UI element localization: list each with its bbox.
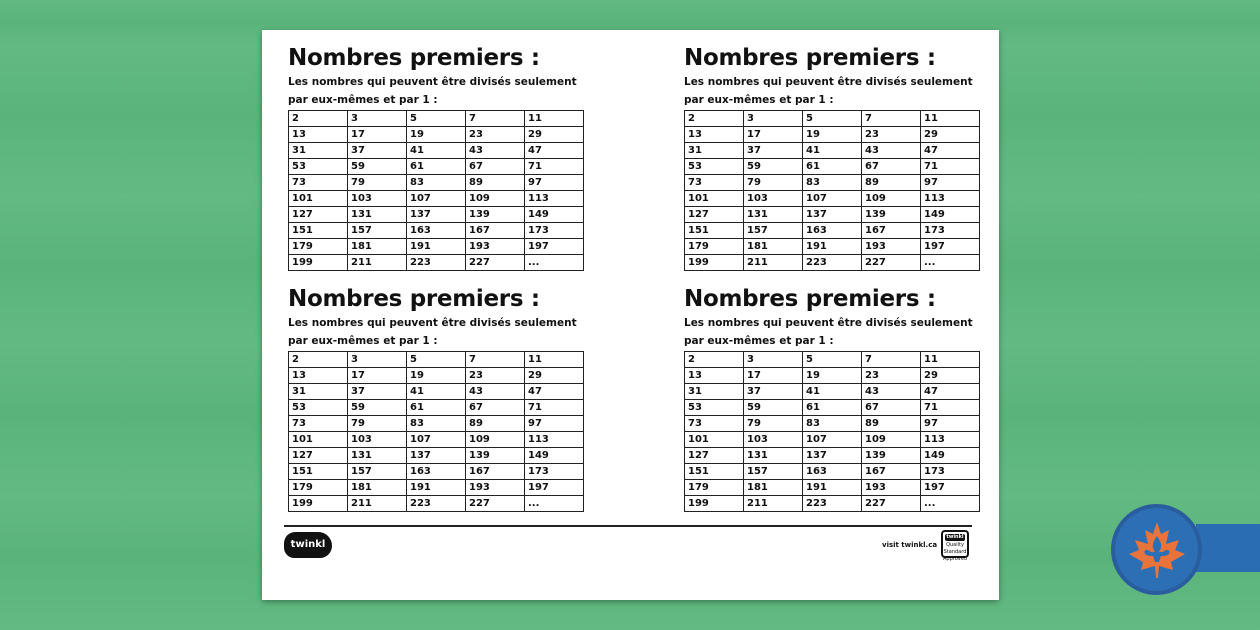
prime-cell: 199	[289, 496, 348, 512]
prime-cell: 5	[407, 111, 466, 127]
prime-cell: 73	[289, 175, 348, 191]
table-row	[289, 223, 584, 239]
prime-cell: 3	[348, 111, 407, 127]
prime-cell: 101	[289, 191, 348, 207]
table-row	[289, 127, 584, 143]
footer-divider	[284, 525, 972, 527]
table-row	[289, 400, 584, 416]
prime-cell: 47	[525, 143, 584, 159]
prime-cell: 197	[525, 239, 584, 255]
prime-cell: 179	[685, 239, 744, 255]
prime-cell: 73	[685, 416, 744, 432]
prime-cell: 13	[685, 368, 744, 384]
prime-cell: 127	[685, 448, 744, 464]
prime-cell: 109	[466, 191, 525, 207]
table-row	[685, 384, 980, 400]
prime-cell: 73	[289, 416, 348, 432]
prime-cell: 181	[744, 239, 803, 255]
prime-cell: 157	[744, 223, 803, 239]
prime-cell: 29	[921, 127, 980, 143]
prime-cell: 163	[407, 464, 466, 480]
prime-cell: 103	[744, 432, 803, 448]
prime-cell: 151	[685, 464, 744, 480]
visit-link-text: visit twinkl.ca	[882, 541, 938, 549]
prime-cell: 107	[407, 432, 466, 448]
prime-cell: 71	[525, 159, 584, 175]
prime-cell: 61	[803, 400, 862, 416]
prime-cell: 23	[862, 368, 921, 384]
prime-cell: 31	[289, 384, 348, 400]
prime-cell: 179	[289, 239, 348, 255]
prime-cell: 173	[525, 464, 584, 480]
prime-cell: 59	[744, 159, 803, 175]
prime-cell: 31	[289, 143, 348, 159]
prime-cell: 17	[744, 127, 803, 143]
prime-cell: 131	[744, 448, 803, 464]
prime-cell: 103	[348, 191, 407, 207]
prime-cell: 157	[348, 223, 407, 239]
table-row	[289, 352, 584, 368]
prime-cell: 149	[525, 207, 584, 223]
prime-cell: 181	[348, 239, 407, 255]
prime-cell: 193	[466, 480, 525, 496]
prime-cell: 139	[466, 207, 525, 223]
prime-cell: 2	[685, 111, 744, 127]
prime-cell: 67	[466, 159, 525, 175]
prime-cell: 191	[803, 239, 862, 255]
prime-cell: 47	[525, 384, 584, 400]
table-row	[289, 448, 584, 464]
prime-cell: 163	[803, 464, 862, 480]
worksheet-description: Les nombres qui peuvent être divisés seulement par eux-mêmes et par 1 :	[288, 76, 577, 106]
prime-cell: 127	[685, 207, 744, 223]
prime-cell: 109	[862, 432, 921, 448]
prime-cell: ...	[921, 496, 980, 512]
prime-cell: 3	[348, 352, 407, 368]
prime-cell: 223	[803, 496, 862, 512]
quality-badge-icon	[941, 530, 969, 562]
prime-cell: 131	[348, 207, 407, 223]
prime-cell: 107	[407, 191, 466, 207]
prime-cell: 31	[685, 143, 744, 159]
prime-cell: ...	[525, 255, 584, 271]
table-row	[289, 191, 584, 207]
prime-cell: 59	[744, 400, 803, 416]
prime-cell: 113	[921, 191, 980, 207]
prime-cell: 2	[289, 111, 348, 127]
worksheet-description: Les nombres qui peuvent être divisés seulement par eux-mêmes et par 1 :	[288, 317, 577, 347]
prime-cell: 163	[803, 223, 862, 239]
prime-cell: 151	[289, 464, 348, 480]
prime-cell: 83	[407, 175, 466, 191]
prime-cell: 7	[466, 111, 525, 127]
prime-cell: 23	[466, 368, 525, 384]
badge-text: Quality Standard Approved	[943, 542, 967, 562]
prime-cell: 79	[744, 175, 803, 191]
prime-cell: 5	[803, 111, 862, 127]
prime-cell: 227	[862, 255, 921, 271]
prime-cell: 173	[525, 223, 584, 239]
prime-cell: 101	[685, 191, 744, 207]
table-row	[289, 368, 584, 384]
prime-cell: 127	[289, 207, 348, 223]
table-row	[685, 400, 980, 416]
table-row	[685, 175, 980, 191]
prime-cell: 89	[862, 416, 921, 432]
prime-cell: 11	[525, 111, 584, 127]
prime-cell: 199	[685, 255, 744, 271]
prime-cell: 47	[921, 143, 980, 159]
prime-cell: 137	[407, 207, 466, 223]
prime-cell: 193	[862, 239, 921, 255]
table-row	[685, 464, 980, 480]
prime-cell: 113	[525, 191, 584, 207]
prime-cell: 149	[921, 448, 980, 464]
prime-cell: 97	[525, 175, 584, 191]
prime-cell: 149	[525, 448, 584, 464]
prime-cell: 167	[466, 464, 525, 480]
emblem-tab	[1196, 524, 1260, 572]
table-row	[685, 143, 980, 159]
worksheet-bottom-right	[684, 284, 984, 512]
prime-cell: 173	[921, 223, 980, 239]
prime-cell: 71	[921, 159, 980, 175]
prime-cell: 79	[348, 175, 407, 191]
prime-cell: 151	[685, 223, 744, 239]
table-row	[289, 207, 584, 223]
prime-cell: 191	[803, 480, 862, 496]
table-row	[685, 223, 980, 239]
table-row	[685, 352, 980, 368]
prime-cell: 7	[466, 352, 525, 368]
primes-table	[288, 110, 584, 271]
table-row	[685, 127, 980, 143]
prime-cell: 53	[289, 400, 348, 416]
prime-cell: 103	[744, 191, 803, 207]
prime-cell: 137	[803, 207, 862, 223]
worksheet-title: Nombres premiers :	[684, 286, 936, 312]
prime-cell: 151	[289, 223, 348, 239]
worksheet-bottom-left	[288, 284, 588, 512]
prime-cell: 29	[921, 368, 980, 384]
table-row	[685, 255, 980, 271]
prime-cell: 29	[525, 368, 584, 384]
table-row	[289, 384, 584, 400]
table-row	[289, 464, 584, 480]
prime-cell: 127	[289, 448, 348, 464]
prime-cell: 163	[407, 223, 466, 239]
table-row	[685, 159, 980, 175]
prime-cell: 101	[289, 432, 348, 448]
prime-cell: 109	[862, 191, 921, 207]
worksheet-page	[262, 30, 999, 600]
prime-cell: 41	[803, 143, 862, 159]
prime-cell: 179	[289, 480, 348, 496]
prime-cell: 193	[862, 480, 921, 496]
prime-cell: 181	[348, 480, 407, 496]
prime-cell: 197	[525, 480, 584, 496]
table-row	[685, 368, 980, 384]
table-row	[685, 432, 980, 448]
prime-cell: 191	[407, 480, 466, 496]
prime-cell: 79	[744, 416, 803, 432]
twinkl-logo-icon: twinkl	[284, 532, 332, 558]
prime-cell: 13	[685, 127, 744, 143]
table-row	[289, 111, 584, 127]
worksheet-title: Nombres premiers :	[684, 45, 936, 71]
prime-cell: 19	[407, 368, 466, 384]
prime-cell: 19	[803, 127, 862, 143]
prime-cell: 167	[466, 223, 525, 239]
prime-cell: 139	[862, 448, 921, 464]
prime-cell: 137	[407, 448, 466, 464]
worksheet-description: Les nombres qui peuvent être divisés seulement par eux-mêmes et par 1 :	[684, 76, 973, 106]
prime-cell: 3	[744, 352, 803, 368]
prime-cell: 83	[803, 416, 862, 432]
prime-cell: 131	[744, 207, 803, 223]
prime-cell: 223	[407, 255, 466, 271]
table-row	[289, 432, 584, 448]
table-row	[289, 496, 584, 512]
prime-cell: 103	[348, 432, 407, 448]
table-row	[289, 416, 584, 432]
prime-cell: 113	[525, 432, 584, 448]
prime-cell: 211	[348, 255, 407, 271]
worksheet-top-left	[288, 43, 588, 271]
prime-cell: 227	[466, 496, 525, 512]
primes-table	[684, 110, 980, 271]
prime-cell: 181	[744, 480, 803, 496]
prime-cell: 17	[348, 127, 407, 143]
prime-cell: 59	[348, 159, 407, 175]
prime-cell: 107	[803, 432, 862, 448]
prime-cell: 31	[685, 384, 744, 400]
prime-cell: 67	[862, 159, 921, 175]
prime-cell: 37	[744, 143, 803, 159]
table-row	[685, 191, 980, 207]
prime-cell: 19	[803, 368, 862, 384]
prime-cell: 71	[525, 400, 584, 416]
table-row	[685, 480, 980, 496]
prime-cell: 131	[348, 448, 407, 464]
table-row	[289, 239, 584, 255]
worksheet-top-right	[684, 43, 984, 271]
worksheet-description: Les nombres qui peuvent être divisés seulement par eux-mêmes et par 1 :	[684, 317, 973, 347]
primes-table	[288, 351, 584, 512]
prime-cell: 47	[921, 384, 980, 400]
prime-cell: 97	[921, 175, 980, 191]
prime-cell: 211	[348, 496, 407, 512]
prime-cell: ...	[921, 255, 980, 271]
prime-cell: 43	[466, 384, 525, 400]
table-row	[289, 175, 584, 191]
prime-cell: 173	[921, 464, 980, 480]
prime-cell: 5	[407, 352, 466, 368]
prime-cell: 191	[407, 239, 466, 255]
prime-cell: 199	[289, 255, 348, 271]
prime-cell: 53	[685, 400, 744, 416]
prime-cell: 7	[862, 111, 921, 127]
primes-table	[684, 351, 980, 512]
prime-cell: 37	[744, 384, 803, 400]
prime-cell: 73	[685, 175, 744, 191]
prime-cell: 37	[348, 143, 407, 159]
prime-cell: 43	[862, 143, 921, 159]
prime-cell: 41	[803, 384, 862, 400]
prime-cell: 61	[803, 159, 862, 175]
prime-cell: 83	[407, 416, 466, 432]
prime-cell: 101	[685, 432, 744, 448]
prime-cell: 139	[862, 207, 921, 223]
prime-cell: 197	[921, 239, 980, 255]
table-row	[289, 255, 584, 271]
prime-cell: 227	[862, 496, 921, 512]
prime-cell: 167	[862, 464, 921, 480]
prime-cell: 211	[744, 255, 803, 271]
prime-cell: 19	[407, 127, 466, 143]
prime-cell: 89	[862, 175, 921, 191]
prime-cell: 7	[862, 352, 921, 368]
prime-cell: 179	[685, 480, 744, 496]
prime-cell: 223	[407, 496, 466, 512]
prime-cell: 11	[921, 352, 980, 368]
prime-cell: 59	[348, 400, 407, 416]
prime-cell: 53	[685, 159, 744, 175]
prime-cell: 71	[921, 400, 980, 416]
prime-cell: 17	[744, 368, 803, 384]
prime-cell: 227	[466, 255, 525, 271]
prime-cell: 11	[921, 111, 980, 127]
prime-cell: 2	[685, 352, 744, 368]
prime-cell: 13	[289, 127, 348, 143]
prime-cell: 67	[862, 400, 921, 416]
table-row	[685, 239, 980, 255]
prime-cell: 67	[466, 400, 525, 416]
quebec-maple-fleur-de-lis-icon	[1125, 518, 1189, 582]
prime-cell: 211	[744, 496, 803, 512]
prime-cell: 167	[862, 223, 921, 239]
prime-cell: 89	[466, 416, 525, 432]
prime-cell: 29	[525, 127, 584, 143]
prime-cell: 37	[348, 384, 407, 400]
prime-cell: 109	[466, 432, 525, 448]
prime-cell: 5	[803, 352, 862, 368]
table-row	[685, 207, 980, 223]
table-row	[289, 159, 584, 175]
prime-cell: 61	[407, 159, 466, 175]
worksheet-title: Nombres premiers :	[288, 286, 540, 312]
prime-cell: 2	[289, 352, 348, 368]
prime-cell: 79	[348, 416, 407, 432]
prime-cell: 43	[862, 384, 921, 400]
prime-cell: 157	[744, 464, 803, 480]
table-row	[685, 111, 980, 127]
prime-cell: 107	[803, 191, 862, 207]
prime-cell: 61	[407, 400, 466, 416]
prime-cell: 137	[803, 448, 862, 464]
prime-cell: 97	[921, 416, 980, 432]
prime-cell: 13	[289, 368, 348, 384]
prime-cell: 43	[466, 143, 525, 159]
prime-cell: 113	[921, 432, 980, 448]
table-row	[685, 448, 980, 464]
badge-head: twinkl	[946, 534, 964, 540]
table-row	[289, 480, 584, 496]
table-row	[685, 416, 980, 432]
prime-cell: 11	[525, 352, 584, 368]
table-row	[289, 143, 584, 159]
prime-cell: 23	[862, 127, 921, 143]
prime-cell: 41	[407, 143, 466, 159]
prime-cell: 197	[921, 480, 980, 496]
prime-cell: 41	[407, 384, 466, 400]
prime-cell: 193	[466, 239, 525, 255]
worksheet-title: Nombres premiers :	[288, 45, 540, 71]
prime-cell: 3	[744, 111, 803, 127]
prime-cell: ...	[525, 496, 584, 512]
prime-cell: 223	[803, 255, 862, 271]
prime-cell: 97	[525, 416, 584, 432]
prime-cell: 89	[466, 175, 525, 191]
prime-cell: 199	[685, 496, 744, 512]
prime-cell: 23	[466, 127, 525, 143]
prime-cell: 157	[348, 464, 407, 480]
prime-cell: 149	[921, 207, 980, 223]
prime-cell: 83	[803, 175, 862, 191]
prime-cell: 53	[289, 159, 348, 175]
prime-cell: 17	[348, 368, 407, 384]
prime-cell: 139	[466, 448, 525, 464]
table-row	[685, 496, 980, 512]
